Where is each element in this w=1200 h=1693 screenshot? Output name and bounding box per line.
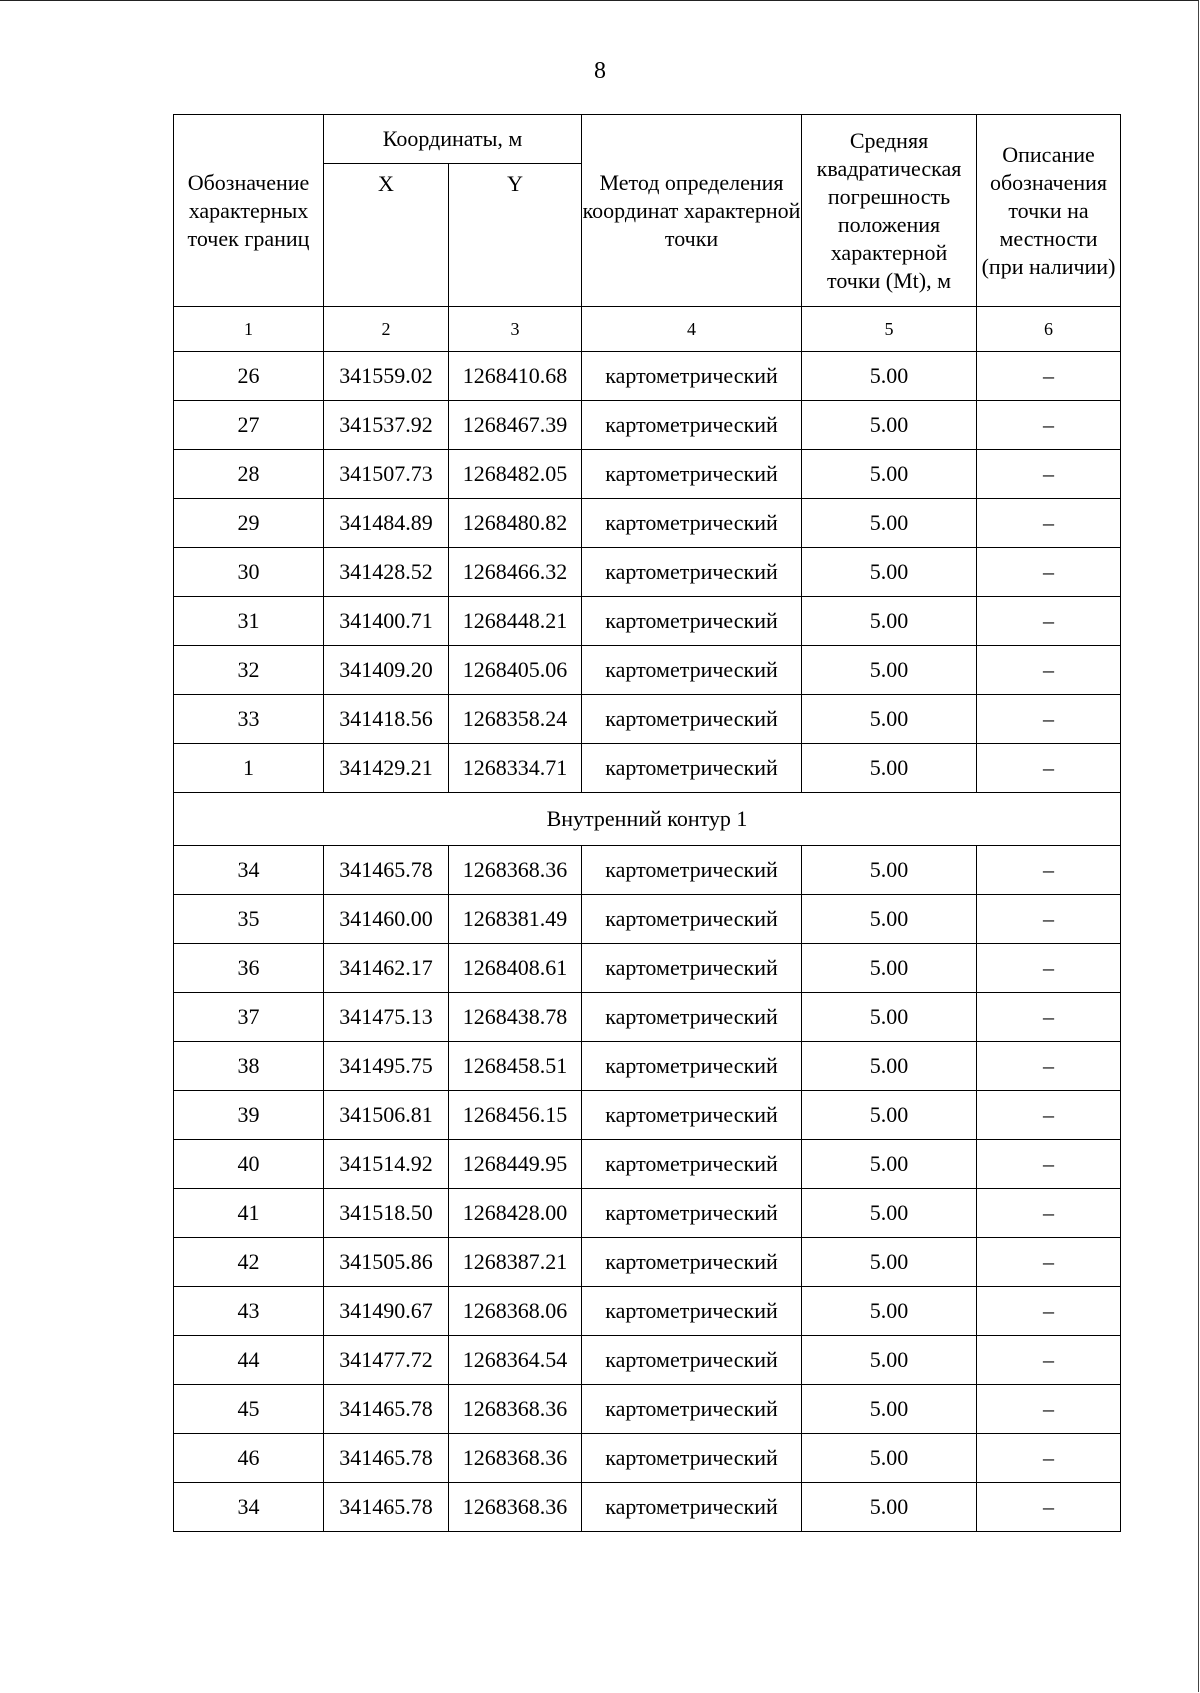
method-cell: картометрический (582, 944, 802, 993)
table-row (174, 646, 1121, 695)
description-cell: – (977, 450, 1121, 499)
description-cell: – (977, 1287, 1121, 1336)
header-method: Метод определения координат характерной точки (582, 115, 802, 307)
y-coordinate-cell: 1268381.49 (449, 895, 582, 944)
error-cell: 5.00 (802, 1336, 977, 1385)
y-coordinate-cell: 1268358.24 (449, 695, 582, 744)
x-coordinate-cell: 341429.21 (324, 744, 449, 793)
header-x: X (324, 164, 449, 307)
coordinates-table (173, 114, 1121, 1532)
description-cell: – (977, 993, 1121, 1042)
section-title: Внутренний контур 1 (174, 793, 1121, 846)
point-cell: 34 (174, 1483, 324, 1532)
x-coordinate-cell: 341559.02 (324, 352, 449, 401)
method-cell: картометрический (582, 1189, 802, 1238)
x-coordinate-cell: 341495.75 (324, 1042, 449, 1091)
description-cell: – (977, 352, 1121, 401)
column-number: 4 (582, 307, 802, 352)
y-coordinate-cell: 1268405.06 (449, 646, 582, 695)
error-cell: 5.00 (802, 1238, 977, 1287)
error-cell: 5.00 (802, 895, 977, 944)
description-cell: – (977, 1042, 1121, 1091)
error-cell: 5.00 (802, 548, 977, 597)
point-cell: 29 (174, 499, 324, 548)
method-cell: картометрический (582, 744, 802, 793)
table-row (174, 548, 1121, 597)
point-cell: 43 (174, 1287, 324, 1336)
column-number: 3 (449, 307, 582, 352)
method-cell: картометрический (582, 1238, 802, 1287)
description-cell: – (977, 1140, 1121, 1189)
y-coordinate-cell: 1268438.78 (449, 993, 582, 1042)
x-coordinate-cell: 341465.78 (324, 1434, 449, 1483)
method-cell: картометрический (582, 352, 802, 401)
description-cell: – (977, 1189, 1121, 1238)
error-cell: 5.00 (802, 944, 977, 993)
error-cell: 5.00 (802, 499, 977, 548)
point-cell: 33 (174, 695, 324, 744)
description-cell: – (977, 548, 1121, 597)
method-cell: картометрический (582, 846, 802, 895)
y-coordinate-cell: 1268458.51 (449, 1042, 582, 1091)
point-cell: 31 (174, 597, 324, 646)
y-coordinate-cell: 1268467.39 (449, 401, 582, 450)
x-coordinate-cell: 341518.50 (324, 1189, 449, 1238)
x-coordinate-cell: 341428.52 (324, 548, 449, 597)
header-error: Средняя квадратическая погрешность положения характерной точки (Mt), м (802, 115, 977, 307)
error-cell: 5.00 (802, 401, 977, 450)
table-row (174, 993, 1121, 1042)
x-coordinate-cell: 341409.20 (324, 646, 449, 695)
error-cell: 5.00 (802, 1434, 977, 1483)
table-row (174, 1434, 1121, 1483)
column-number: 1 (174, 307, 324, 352)
table-row (174, 1189, 1121, 1238)
x-coordinate-cell: 341462.17 (324, 944, 449, 993)
x-coordinate-cell: 341460.00 (324, 895, 449, 944)
method-cell: картометрический (582, 1336, 802, 1385)
method-cell: картометрический (582, 646, 802, 695)
x-coordinate-cell: 341418.56 (324, 695, 449, 744)
point-cell: 1 (174, 744, 324, 793)
method-cell: картометрический (582, 499, 802, 548)
point-cell: 34 (174, 846, 324, 895)
point-cell: 28 (174, 450, 324, 499)
y-coordinate-cell: 1268456.15 (449, 1091, 582, 1140)
description-cell: – (977, 744, 1121, 793)
error-cell: 5.00 (802, 646, 977, 695)
page-number: 8 (594, 58, 606, 84)
point-cell: 39 (174, 1091, 324, 1140)
y-coordinate-cell: 1268368.06 (449, 1287, 582, 1336)
description-cell: – (977, 895, 1121, 944)
error-cell: 5.00 (802, 1189, 977, 1238)
y-coordinate-cell: 1268368.36 (449, 1434, 582, 1483)
description-cell: – (977, 1483, 1121, 1532)
description-cell: – (977, 1091, 1121, 1140)
y-coordinate-cell: 1268387.21 (449, 1238, 582, 1287)
description-cell: – (977, 1238, 1121, 1287)
table-row (174, 401, 1121, 450)
method-cell: картометрический (582, 597, 802, 646)
point-cell: 38 (174, 1042, 324, 1091)
y-coordinate-cell: 1268466.32 (449, 548, 582, 597)
y-coordinate-cell: 1268368.36 (449, 1483, 582, 1532)
header-y: Y (449, 164, 582, 307)
y-coordinate-cell: 1268480.82 (449, 499, 582, 548)
y-coordinate-cell: 1268449.95 (449, 1140, 582, 1189)
point-cell: 40 (174, 1140, 324, 1189)
description-cell: – (977, 695, 1121, 744)
x-coordinate-cell: 341537.92 (324, 401, 449, 450)
method-cell: картометрический (582, 1385, 802, 1434)
description-cell: – (977, 499, 1121, 548)
error-cell: 5.00 (802, 993, 977, 1042)
x-coordinate-cell: 341514.92 (324, 1140, 449, 1189)
x-coordinate-cell: 341465.78 (324, 1483, 449, 1532)
x-coordinate-cell: 341506.81 (324, 1091, 449, 1140)
header-description: Описание обозначения точки на местности (при наличии) (977, 115, 1121, 307)
method-cell: картометрический (582, 1434, 802, 1483)
y-coordinate-cell: 1268408.61 (449, 944, 582, 993)
description-cell: – (977, 1385, 1121, 1434)
point-cell: 26 (174, 352, 324, 401)
y-coordinate-cell: 1268368.36 (449, 1385, 582, 1434)
method-cell: картометрический (582, 401, 802, 450)
description-cell: – (977, 401, 1121, 450)
table-row (174, 744, 1121, 793)
y-coordinate-cell: 1268334.71 (449, 744, 582, 793)
description-cell: – (977, 1434, 1121, 1483)
table-row (174, 1140, 1121, 1189)
x-coordinate-cell: 341484.89 (324, 499, 449, 548)
table-row (174, 499, 1121, 548)
table-row (174, 1287, 1121, 1336)
table-row (174, 944, 1121, 993)
table-row (174, 1091, 1121, 1140)
error-cell: 5.00 (802, 450, 977, 499)
column-number: 6 (977, 307, 1121, 352)
table-row (174, 1336, 1121, 1385)
description-cell: – (977, 646, 1121, 695)
description-cell: – (977, 597, 1121, 646)
method-cell: картометрический (582, 1483, 802, 1532)
y-coordinate-cell: 1268428.00 (449, 1189, 582, 1238)
outer-contour-rows (174, 352, 1121, 793)
table-row (174, 352, 1121, 401)
y-coordinate-cell: 1268448.21 (449, 597, 582, 646)
x-coordinate-cell: 341505.86 (324, 1238, 449, 1287)
x-coordinate-cell: 341490.67 (324, 1287, 449, 1336)
error-cell: 5.00 (802, 1483, 977, 1532)
column-numbers-row (174, 307, 1121, 352)
table-row (174, 1042, 1121, 1091)
column-number: 5 (802, 307, 977, 352)
point-cell: 32 (174, 646, 324, 695)
x-coordinate-cell: 341400.71 (324, 597, 449, 646)
y-coordinate-cell: 1268368.36 (449, 846, 582, 895)
method-cell: картометрический (582, 695, 802, 744)
x-coordinate-cell: 341475.13 (324, 993, 449, 1042)
description-cell: – (977, 944, 1121, 993)
error-cell: 5.00 (802, 1091, 977, 1140)
error-cell: 5.00 (802, 1287, 977, 1336)
method-cell: картометрический (582, 1287, 802, 1336)
table-row (174, 846, 1121, 895)
y-coordinate-cell: 1268364.54 (449, 1336, 582, 1385)
error-cell: 5.00 (802, 846, 977, 895)
header-coordinates: Координаты, м (324, 115, 582, 164)
point-cell: 46 (174, 1434, 324, 1483)
method-cell: картометрический (582, 1091, 802, 1140)
section-header (174, 793, 1121, 846)
header-point-designation: Обозначение характерных точек границ (174, 115, 324, 307)
y-coordinate-cell: 1268482.05 (449, 450, 582, 499)
method-cell: картометрический (582, 1140, 802, 1189)
inner-contour-rows (174, 846, 1121, 1532)
point-cell: 36 (174, 944, 324, 993)
error-cell: 5.00 (802, 352, 977, 401)
error-cell: 5.00 (802, 744, 977, 793)
point-cell: 42 (174, 1238, 324, 1287)
column-number: 2 (324, 307, 449, 352)
point-cell: 45 (174, 1385, 324, 1434)
x-coordinate-cell: 341465.78 (324, 1385, 449, 1434)
table-row (174, 1483, 1121, 1532)
table-row (174, 695, 1121, 744)
point-cell: 35 (174, 895, 324, 944)
error-cell: 5.00 (802, 695, 977, 744)
method-cell: картометрический (582, 1042, 802, 1091)
table-row (174, 895, 1121, 944)
table-row (174, 1385, 1121, 1434)
method-cell: картометрический (582, 450, 802, 499)
x-coordinate-cell: 341465.78 (324, 846, 449, 895)
method-cell: картометрический (582, 993, 802, 1042)
point-cell: 27 (174, 401, 324, 450)
point-cell: 44 (174, 1336, 324, 1385)
table-row (174, 597, 1121, 646)
point-cell: 30 (174, 548, 324, 597)
description-cell: – (977, 846, 1121, 895)
table-row (174, 1238, 1121, 1287)
method-cell: картометрический (582, 895, 802, 944)
x-coordinate-cell: 341477.72 (324, 1336, 449, 1385)
table-row (174, 450, 1121, 499)
y-coordinate-cell: 1268410.68 (449, 352, 582, 401)
error-cell: 5.00 (802, 1042, 977, 1091)
point-cell: 41 (174, 1189, 324, 1238)
method-cell: картометрический (582, 548, 802, 597)
error-cell: 5.00 (802, 1385, 977, 1434)
error-cell: 5.00 (802, 597, 977, 646)
error-cell: 5.00 (802, 1140, 977, 1189)
point-cell: 37 (174, 993, 324, 1042)
x-coordinate-cell: 341507.73 (324, 450, 449, 499)
description-cell: – (977, 1336, 1121, 1385)
